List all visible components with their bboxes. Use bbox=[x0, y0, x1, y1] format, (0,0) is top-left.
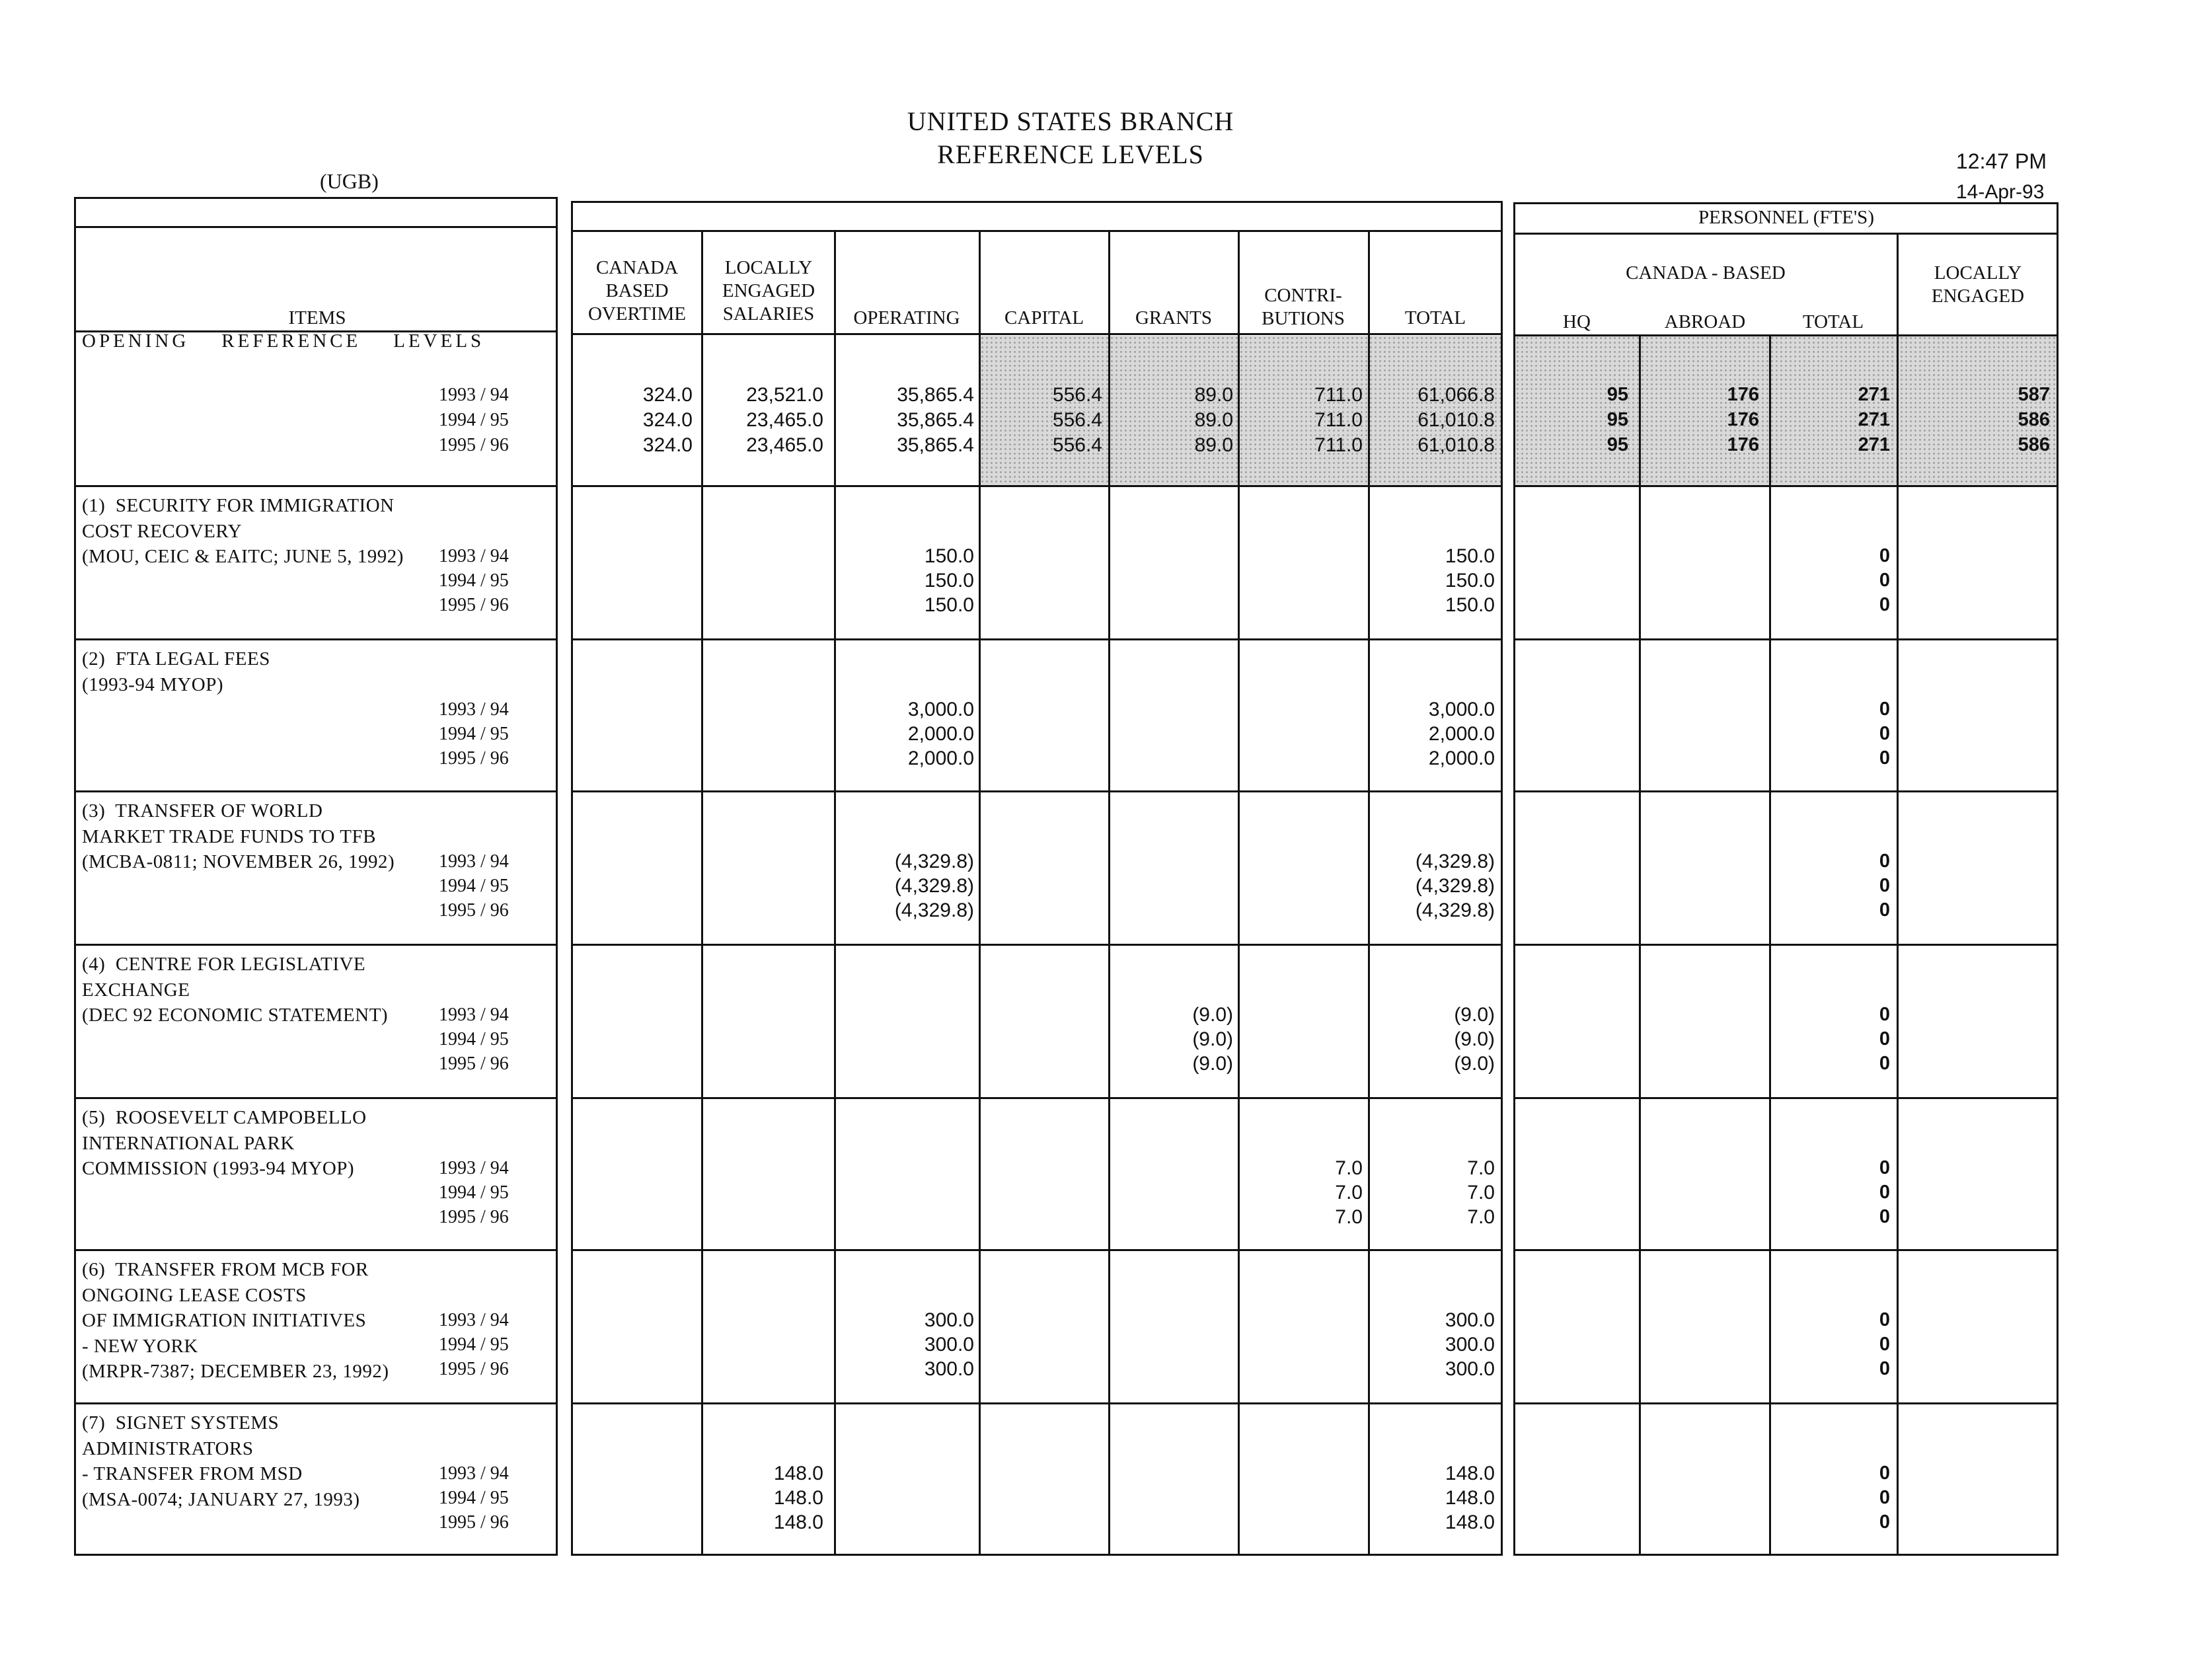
opening-value-abroad: 176 bbox=[1727, 434, 1759, 455]
year-label: 1993 / 94 bbox=[439, 851, 509, 872]
item-value-ptot: 0 bbox=[1879, 1309, 1890, 1330]
year-label: 1994 / 95 bbox=[439, 1182, 509, 1203]
year-label: 1993 / 94 bbox=[439, 385, 509, 405]
year-label: 1995 / 96 bbox=[439, 1359, 509, 1379]
section-rule bbox=[571, 1402, 1503, 1404]
opening-value-cbo: 324.0 bbox=[642, 434, 693, 456]
print-date: 14-Apr-93 bbox=[1956, 181, 2045, 203]
year-label: 1995 / 96 bbox=[439, 748, 509, 769]
item-value-ptot: 0 bbox=[1879, 1334, 1890, 1355]
header-rule bbox=[571, 333, 1503, 335]
item-value-gr: (9.0) bbox=[1192, 1053, 1233, 1075]
item-value-gr: (9.0) bbox=[1192, 1028, 1233, 1050]
item-value-tot: 2,000.0 bbox=[1428, 723, 1495, 745]
item-value-tot: 150.0 bbox=[1445, 594, 1495, 616]
item-value-ptot: 0 bbox=[1879, 1463, 1890, 1484]
item-value-op: 300.0 bbox=[924, 1309, 974, 1331]
section-rule bbox=[571, 638, 1503, 640]
item-value-tot: (9.0) bbox=[1454, 1028, 1495, 1050]
section-rule bbox=[74, 1097, 558, 1099]
document-title: UNITED STATES BRANCH bbox=[907, 106, 1234, 136]
item-description-line: EXCHANGE bbox=[82, 979, 190, 1001]
item-value-ptot: 0 bbox=[1879, 1157, 1890, 1178]
item-description-line: - TRANSFER FROM MSD bbox=[82, 1463, 303, 1484]
opening-value-hq: 95 bbox=[1606, 384, 1628, 405]
year-label: 1994 / 95 bbox=[439, 410, 509, 430]
item-value-con: 7.0 bbox=[1335, 1206, 1363, 1228]
year-label: 1995 / 96 bbox=[439, 1512, 509, 1533]
item-description-line: (5) ROOSEVELT CAMPOBELLO bbox=[82, 1107, 367, 1128]
item-value-op: 300.0 bbox=[924, 1334, 974, 1355]
year-label: 1994 / 95 bbox=[439, 1334, 509, 1355]
item-value-tot: (4,329.8) bbox=[1415, 875, 1495, 897]
item-value-ptot: 0 bbox=[1879, 1358, 1890, 1379]
opening-value-abroad: 176 bbox=[1727, 384, 1759, 405]
opening-value-cbo: 324.0 bbox=[642, 409, 693, 431]
item-value-op: 2,000.0 bbox=[907, 747, 974, 769]
section-rule bbox=[1513, 638, 2059, 640]
section-rule bbox=[74, 485, 558, 487]
item-value-tot: 300.0 bbox=[1445, 1334, 1495, 1355]
item-description-line: ADMINISTRATORS bbox=[82, 1437, 254, 1459]
item-value-ptot: 0 bbox=[1879, 570, 1890, 591]
item-value-ptot: 0 bbox=[1879, 1511, 1890, 1533]
opening-value-cap: 556.4 bbox=[1052, 384, 1102, 406]
item-value-tot: 7.0 bbox=[1467, 1206, 1495, 1228]
section-rule bbox=[571, 944, 1503, 946]
item-value-op: 3,000.0 bbox=[907, 699, 974, 720]
opening-value-le: 587 bbox=[2018, 384, 2050, 405]
column-header-grants: GRANTS bbox=[1135, 307, 1212, 328]
item-value-ptot: 0 bbox=[1879, 875, 1890, 896]
opening-value-op: 35,865.4 bbox=[897, 434, 974, 456]
column-header-operating: OPERATING bbox=[853, 307, 960, 328]
section-rule bbox=[1513, 1402, 2059, 1404]
opening-value-tot: 61,010.8 bbox=[1417, 409, 1495, 431]
item-value-op: 150.0 bbox=[924, 545, 974, 567]
year-label: 1994 / 95 bbox=[439, 1488, 509, 1508]
year-label: 1994 / 95 bbox=[439, 570, 509, 591]
column-header-total: TOTAL bbox=[1404, 307, 1466, 328]
opening-value-con: 711.0 bbox=[1314, 384, 1363, 406]
column-header-personnel-total: TOTAL bbox=[1802, 311, 1864, 332]
header-rule bbox=[1513, 334, 2059, 336]
item-value-tot: 7.0 bbox=[1467, 1182, 1495, 1203]
header-rule bbox=[1513, 233, 2059, 235]
header-rule bbox=[74, 226, 558, 228]
item-value-gr: (9.0) bbox=[1192, 1004, 1233, 1026]
item-value-tot: 150.0 bbox=[1445, 570, 1495, 592]
year-label: 1994 / 95 bbox=[439, 724, 509, 744]
item-value-op: (4,329.8) bbox=[894, 899, 974, 921]
opening-value-con: 711.0 bbox=[1314, 409, 1363, 431]
item-description-line: (MOU, CEIC & EAITC; JUNE 5, 1992) bbox=[82, 546, 404, 567]
item-description-line: (MRPR-7387; DECEMBER 23, 1992) bbox=[82, 1361, 389, 1382]
year-label: 1995 / 96 bbox=[439, 1053, 509, 1074]
opening-value-le: 586 bbox=[2018, 434, 2050, 455]
opening-value-ptot: 271 bbox=[1858, 409, 1890, 430]
item-value-op: 300.0 bbox=[924, 1358, 974, 1380]
section-rule bbox=[74, 944, 558, 946]
column-header-canada-based-overtime: CANADA BASED OVERTIME bbox=[587, 257, 687, 325]
opening-value-les: 23,465.0 bbox=[746, 434, 823, 456]
opening-value-les: 23,521.0 bbox=[746, 384, 823, 406]
section-rule bbox=[1513, 944, 2059, 946]
section-rule bbox=[1513, 790, 2059, 792]
opening-value-op: 35,865.4 bbox=[897, 409, 974, 431]
opening-value-tot: 61,066.8 bbox=[1417, 384, 1495, 406]
items-header: ITEMS bbox=[288, 307, 346, 328]
section-rule bbox=[74, 1402, 558, 1404]
year-label: 1993 / 94 bbox=[439, 1005, 509, 1025]
header-rule bbox=[571, 230, 1503, 232]
item-description-line: (MSA-0074; JANUARY 27, 1993) bbox=[82, 1488, 360, 1510]
item-description-line: (2) FTA LEGAL FEES bbox=[82, 648, 270, 669]
opening-value-abroad: 176 bbox=[1727, 409, 1759, 430]
document-subtitle: REFERENCE LEVELS bbox=[937, 139, 1204, 169]
item-value-ptot: 0 bbox=[1879, 1028, 1890, 1050]
item-description-line: (3) TRANSFER OF WORLD bbox=[82, 800, 323, 821]
opening-value-op: 35,865.4 bbox=[897, 384, 974, 406]
item-description-line: COST RECOVERY bbox=[82, 520, 243, 542]
year-label: 1994 / 95 bbox=[439, 876, 509, 896]
item-value-tot: (4,329.8) bbox=[1415, 851, 1495, 872]
column-header-locally-engaged-salaries: LOCALLY ENGAGED SALARIES bbox=[722, 257, 815, 325]
item-value-tot: 150.0 bbox=[1445, 545, 1495, 567]
opening-value-cap: 556.4 bbox=[1052, 434, 1102, 456]
item-value-les: 148.0 bbox=[773, 1511, 823, 1533]
opening-value-hq: 95 bbox=[1606, 409, 1628, 430]
section-rule bbox=[1513, 485, 2059, 487]
branch-code: (UGB) bbox=[320, 169, 379, 193]
year-label: 1995 / 96 bbox=[439, 900, 509, 921]
section-rule bbox=[571, 790, 1503, 792]
item-value-ptot: 0 bbox=[1879, 723, 1890, 744]
opening-value-gr: 89.0 bbox=[1194, 434, 1233, 456]
section-rule bbox=[571, 485, 1503, 487]
item-value-tot: 7.0 bbox=[1467, 1157, 1495, 1179]
year-label: 1995 / 96 bbox=[439, 595, 509, 615]
opening-value-gr: 89.0 bbox=[1194, 409, 1233, 431]
column-header-abroad: ABROAD bbox=[1664, 311, 1746, 332]
opening-value-cap: 556.4 bbox=[1052, 409, 1102, 431]
column-header-hq: HQ bbox=[1563, 311, 1591, 332]
year-label: 1995 / 96 bbox=[439, 1207, 509, 1227]
section-rule bbox=[571, 1249, 1503, 1251]
item-value-con: 7.0 bbox=[1335, 1157, 1363, 1179]
item-value-ptot: 0 bbox=[1879, 1182, 1890, 1203]
item-value-tot: 148.0 bbox=[1445, 1511, 1495, 1533]
item-value-les: 148.0 bbox=[773, 1463, 823, 1484]
section-rule bbox=[74, 1249, 558, 1251]
item-value-ptot: 0 bbox=[1879, 594, 1890, 615]
opening-value-tot: 61,010.8 bbox=[1417, 434, 1495, 456]
item-value-tot: 300.0 bbox=[1445, 1309, 1495, 1331]
year-label: 1993 / 94 bbox=[439, 1463, 509, 1484]
item-value-tot: 3,000.0 bbox=[1428, 699, 1495, 720]
section-rule bbox=[1513, 1249, 2059, 1251]
item-description-line: INTERNATIONAL PARK bbox=[82, 1132, 295, 1154]
item-value-ptot: 0 bbox=[1879, 1004, 1890, 1025]
section-rule bbox=[74, 638, 558, 640]
section-rule bbox=[74, 790, 558, 792]
item-value-op: 150.0 bbox=[924, 570, 974, 592]
opening-value-gr: 89.0 bbox=[1194, 384, 1233, 406]
item-description-line: (7) SIGNET SYSTEMS bbox=[82, 1412, 280, 1433]
opening-value-ptot: 271 bbox=[1858, 384, 1890, 405]
item-value-ptot: 0 bbox=[1879, 1487, 1890, 1508]
item-value-op: (4,329.8) bbox=[894, 851, 974, 872]
item-value-con: 7.0 bbox=[1335, 1182, 1363, 1203]
item-description-line: ONGOING LEASE COSTS bbox=[82, 1284, 307, 1306]
item-value-tot: 148.0 bbox=[1445, 1463, 1495, 1484]
item-value-ptot: 0 bbox=[1879, 699, 1890, 720]
year-label: 1994 / 95 bbox=[439, 1029, 509, 1050]
opening-value-le: 586 bbox=[2018, 409, 2050, 430]
item-value-ptot: 0 bbox=[1879, 899, 1890, 921]
item-value-ptot: 0 bbox=[1879, 851, 1890, 872]
section-rule bbox=[571, 1097, 1503, 1099]
item-value-op: (4,329.8) bbox=[894, 875, 974, 897]
section-rule bbox=[1513, 1097, 2059, 1099]
opening-value-hq: 95 bbox=[1606, 434, 1628, 455]
year-label: 1993 / 94 bbox=[439, 546, 509, 566]
opening-value-cbo: 324.0 bbox=[642, 384, 693, 406]
item-description-line: (MCBA-0811; NOVEMBER 26, 1992) bbox=[82, 851, 395, 872]
opening-value-ptot: 271 bbox=[1858, 434, 1890, 455]
print-time: 12:47 PM bbox=[1956, 149, 2047, 173]
opening-value-con: 711.0 bbox=[1314, 434, 1363, 456]
item-value-ptot: 0 bbox=[1879, 545, 1890, 566]
item-value-tot: (9.0) bbox=[1454, 1004, 1495, 1026]
item-value-ptot: 0 bbox=[1879, 1206, 1890, 1227]
item-value-op: 2,000.0 bbox=[907, 723, 974, 745]
item-value-tot: 2,000.0 bbox=[1428, 747, 1495, 769]
canada-based-header: CANADA - BASED bbox=[1626, 262, 1786, 284]
item-description-line: (1) SECURITY FOR IMMIGRATION bbox=[82, 495, 395, 516]
item-description-line: MARKET TRADE FUNDS TO TFB bbox=[82, 825, 376, 847]
item-description-line: (DEC 92 ECONOMIC STATEMENT) bbox=[82, 1005, 389, 1026]
item-value-tot: (4,329.8) bbox=[1415, 899, 1495, 921]
column-header-contributions: CONTRI- BUTIONS bbox=[1262, 285, 1345, 329]
column-header-locally-engaged: LOCALLY ENGAGED bbox=[1931, 262, 2025, 307]
opening-value-les: 23,465.0 bbox=[746, 409, 823, 431]
item-description-line: OF IMMIGRATION INITIATIVES bbox=[82, 1310, 367, 1331]
item-value-tot: 300.0 bbox=[1445, 1358, 1495, 1380]
item-value-tot: (9.0) bbox=[1454, 1053, 1495, 1075]
item-value-ptot: 0 bbox=[1879, 747, 1890, 769]
year-label: 1995 / 96 bbox=[439, 435, 509, 455]
item-value-tot: 148.0 bbox=[1445, 1487, 1495, 1509]
item-value-les: 148.0 bbox=[773, 1487, 823, 1509]
column-header-capital: CAPITAL bbox=[1004, 307, 1084, 328]
year-label: 1993 / 94 bbox=[439, 699, 509, 720]
item-value-op: 150.0 bbox=[924, 594, 974, 616]
item-description-line: COMMISSION (1993-94 MYOP) bbox=[82, 1158, 355, 1179]
item-description-line: (6) TRANSFER FROM MCB FOR bbox=[82, 1259, 369, 1280]
item-description-line: - NEW YORK bbox=[82, 1335, 198, 1357]
personnel-header: PERSONNEL (FTE'S) bbox=[1698, 207, 1874, 228]
opening-reference-levels-label: OPENING REFERENCE LEVELS bbox=[82, 330, 485, 352]
year-label: 1993 / 94 bbox=[439, 1310, 509, 1330]
item-description-line: (1993-94 MYOP) bbox=[82, 673, 224, 695]
year-label: 1993 / 94 bbox=[439, 1158, 509, 1178]
item-description-line: (4) CENTRE FOR LEGISLATIVE bbox=[82, 954, 366, 975]
item-value-ptot: 0 bbox=[1879, 1053, 1890, 1074]
